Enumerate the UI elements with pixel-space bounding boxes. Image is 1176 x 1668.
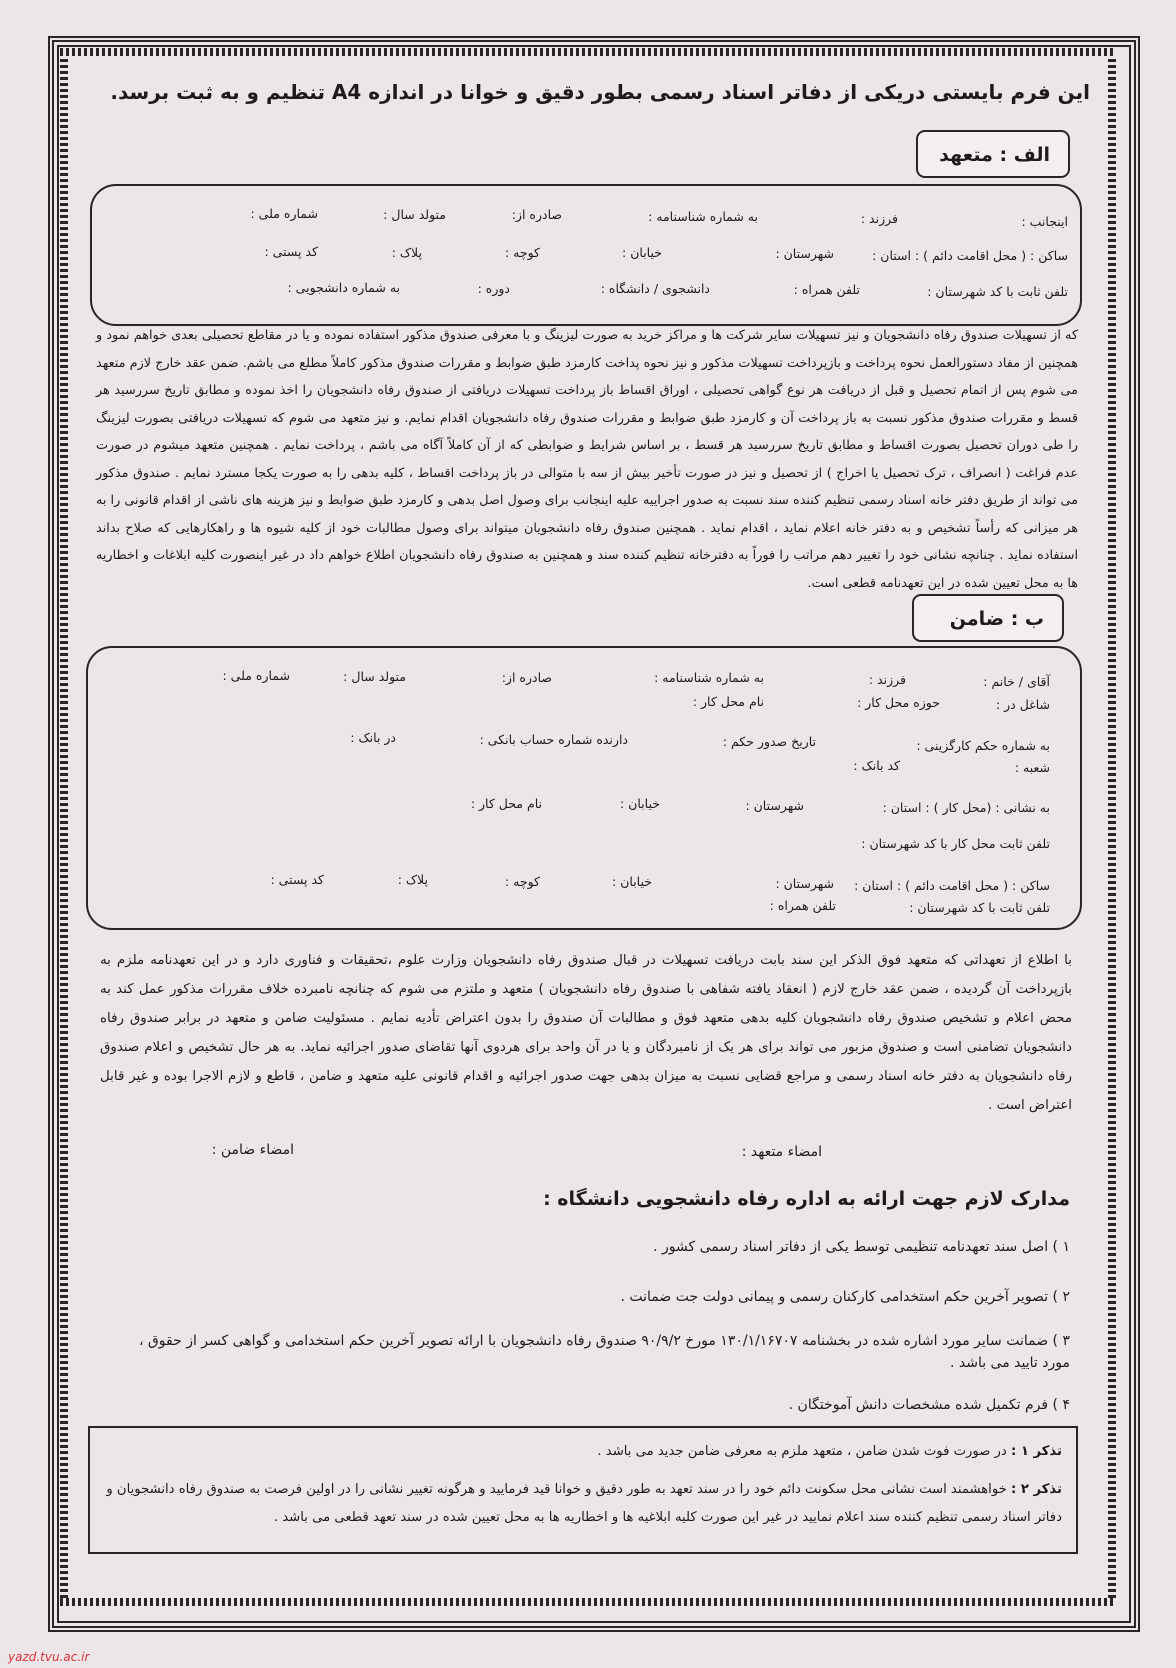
field-label: کد پستی : (270, 872, 324, 887)
field-label: به شماره دانشجویی : (287, 280, 400, 295)
field-label: تلفن همراه : (793, 282, 860, 297)
field-label: پلاک : (391, 245, 422, 260)
field-label: خیابان : (612, 874, 652, 889)
field-label: کد بانک : (853, 758, 900, 773)
section-b-title: ب : ضامن (912, 594, 1064, 642)
note-2-text: خواهشمند است نشانی محل سکونت دائم خود را در سند تعهد به طور دقیق و خوانا قید فرمایید و هرگونه تغییر نشانی را در اولین فرصت به صندوق رفاه دانشجویان و دفاتر اسناد رسمی تنظیم کننده سند اعلام نمایید در غیر این صورت کلیه ابلاغیه ها و اخطاریه ها به محل تعیین شده در سند تعهد قطعی می باشد . (106, 1482, 1062, 1525)
field-label: کوچه : (504, 245, 540, 260)
note-1-label: تذکر ۱ : (1011, 1444, 1062, 1459)
field-label: تلفن ثابت با کد شهرستان : (927, 284, 1068, 299)
field-label: ساکن : ( محل اقامت دائم ) : استان : (854, 878, 1050, 893)
guarantor-commitment-text: با اطلاع از تعهداتی که متعهد فوق الذکر این سند بابت دریافت تسهیلات در قبال صندوق رفاه دانشجویان وزارت علوم ،تحقیقات و فناوری دارد و در این تعهدنامه ملزم به بازپرداخت آن گردیده ، ضمن عقد خارج لازم ( انعقاد یافته شفاهی با صندوق رفاه دانشجویان ) متعهد و ملتزم می شوم که چنانچه نامبرده خلاف مقررات مذکور عمل کند به محض اعلام و تشخیص صندوق رفاه دانشجویان کلیه بدهی متعهد فوق و مطالبات آن صندوق را بدون اعتراض تأدیه نمایم . مسئولیت ضامن و متعهد در برابر صندوق رفاه دانشجویان تضامنی است و صندوق مزبور می تواند برای هر یک از نامبردگان و یا در آن واحد برای هردوی آنها تقاضای صدور اجرائیه نماید. به هر حال تشخیص و اعلام صندوق رفاه دانشجویان به دفتر خانه اسناد رسمی و مراجع قضایی نسبت به میزان بدهی جهت صدور اجرائیه و اقدام قانونی علیه متعهد و ضامن ، قاطع و لازم الاجرا بوده و غیر قابل اعتراض است . (100, 953, 1072, 1113)
field-label: تلفن ثابت با کد شهرستان : (909, 900, 1050, 915)
field-label: دانشجوی / دانشگاه : (600, 281, 710, 296)
field-label: به شماره شناسنامه : (648, 209, 758, 224)
field-label: متولد سال : (343, 669, 406, 684)
field-label: کد پستی : (264, 244, 318, 259)
field-label: آقای / خانم : (983, 674, 1050, 689)
field-label: شاغل در : (995, 697, 1050, 712)
guarantor-signature-label: امضاء ضامن : (211, 1142, 294, 1158)
field-label: تلفن همراه : (769, 898, 836, 913)
document-item: ۴ ) فرم تکمیل شده مشخصات دانش آموختگان . (788, 1397, 1070, 1413)
required-documents-heading: مدارک لازم جهت ارائه به اداره رفاه دانشجویی دانشگاه : (543, 1188, 1070, 1210)
field-label: شماره ملی : (222, 668, 290, 683)
note-2 (102, 1476, 1062, 1532)
field-label: نام محل کار : (692, 694, 764, 709)
border-ornament-right (1108, 56, 1116, 1598)
field-label: تاریخ صدور حکم : (722, 734, 816, 749)
field-label: دوره : (477, 281, 510, 296)
obligor-info-box (90, 184, 1082, 326)
field-label: شهرستان : (775, 246, 834, 261)
field-label: پلاک : (397, 872, 428, 887)
section-a-title: الف : متعهد (916, 130, 1070, 178)
note-1 (102, 1438, 1062, 1466)
field-label: خیابان : (620, 796, 660, 811)
field-label: نام محل کار : (470, 796, 542, 811)
field-label: فرزند : (868, 672, 906, 687)
obligor-commitment-text: که از تسهیلات صندوق رفاه دانشجویان و نیز تسهیلات سایر شرکت ها و مراکز خرید به صورت لیزینگ و با معرفی صندوق مذکور استفاده نموده و یا در مقاطع تحصیلی بعدی خواهم نمود و همچنین از مفاد دستورالعمل نحوه پرداخت و بازپرداخت تسهیلات مذکور و نیز نحوه پداخت کارمزد طبق ضوابط و مقررات صندوق مذکور کاملاً مطلع می باشم. ضمن عقد خارج لازم متعهد می شوم پس از اتمام تحصیل و قبل از دریافت هر نوع گواهی تحصیلی ، اوراق اقساط باز پرداخت تسهیلات دریافتی از صندوق رفاه دانشجویان را اخذ نموده و مطابق تاریخ سررسید هر قسط و مقررات صندوق مذکور نسبت به باز پرداخت آن و کارمزد طبق ضوابط و مقررات صندوق رفاه دانشجویان اقدام نمایم. و نیز متعهد می شوم که تسهیلات دریافتی بصورت لیزینگ را طی دوران تحصیل بصورت اقساط و مطابق تاریخ سررسید هر قسط ، بر اساس شرایط و ضوابطی که از آن کاملاً آگاه می باشم ، پرداخت نمایم . همچنین متعهد میشوم در صورت عدم فراغت ( انصراف ، ترک تحصیل یا اخراج ) از تحصیل و نیز در صورت تأخیر بیش از سه با متوالی در باز پرداخت اقساط ، کلیه بدهی را به صورت یکجا مسترد نمایم . صندوق مذکور می تواند از طریق دفتر خانه اسناد رسمی تنظیم کننده سند نسبت به صدور اجراییه علیه اینجانب برای وصول اصل بدهی و کارمزد طبق ضوابط و نیز هزینه های ناشی از اقدام قانونی را به هر میزانی که رأساً تشخیص و به دفتر خانه اعلام نماید ، اقدام نماید . همچنین صندوق رفاه دانشجویان میتواند برای وصول مطالبات خود از کلیه شیوه ها و راهکارهایی که صلاح بداند استفاده نماید . چنانچه نشانی خود را تغییر دهم مراتب را فوراً به دفترخانه تنظیم کننده سند و همچنین به صندوق رفاه دانشجویان اطلاع خواهم داد در غیر اینصورت کلیه ابلاغات و اخطاریه ها به محل تعیین شده در این تعهدنامه قطعی است. (96, 328, 1078, 591)
field-label: فرزند : (860, 211, 898, 226)
note-1-text: در صورت فوت شدن ضامن ، متعهد ملزم به معرفی ضامن جدید می باشد . (597, 1444, 1007, 1459)
border-ornament-top (60, 48, 1116, 56)
document-item: ۲ ) تصویر آخرین حکم استخدامی کارکنان رسمی و پیمانی دولت جت ضمانت . (620, 1289, 1070, 1305)
field-label: متولد سال : (383, 207, 446, 222)
field-label: به نشانی : (محل کار ) : استان : (882, 800, 1050, 815)
field-label: کوچه : (504, 874, 540, 889)
field-label: تلفن ثابت محل کار با کد شهرستان : (861, 836, 1050, 851)
field-label: به شماره شناسنامه : (654, 670, 764, 685)
obligor-signature-label: امضاء متعهد : (741, 1144, 822, 1160)
field-label: حوزه محل کار : (857, 695, 940, 710)
guarantor-info-box (86, 646, 1082, 930)
note-2-label: تذکر ۲ : (1011, 1482, 1062, 1497)
field-label: به شماره حکم کارگزینی : (916, 738, 1050, 753)
document-item: ۱ ) اصل سند تعهدنامه تنظیمی توسط یکی از دفاتر اسناد رسمی کشور . (653, 1239, 1070, 1255)
field-label: صادره از: (501, 670, 552, 685)
field-label: شعبه : (1014, 760, 1050, 775)
field-label: خیابان : (622, 245, 662, 260)
field-label: شهرستان : (775, 876, 834, 891)
field-label: صادره از: (511, 207, 562, 222)
site-watermark: yazd.tvu.ac.ir (8, 1650, 90, 1664)
field-label: در بانک : (350, 730, 396, 745)
field-label: اینجانب : (1021, 214, 1068, 229)
field-label: شماره ملی : (250, 206, 318, 221)
document-item: ۳ ) ضمانت سایر مورد اشاره شده در بخشنامه ۱۳۰/۱/۱۶۷۰۷ مورخ ۹۰/۹/۲ صندوق رفاه دانشجویان با ارائه تصویر آخرین حکم استخدامی و گواهی کسر از حقوق ، مورد تایید می باشد . (138, 1333, 1070, 1371)
border-ornament-bottom (60, 1598, 1116, 1606)
border-ornament-left (60, 56, 68, 1598)
field-label: شهرستان : (745, 798, 804, 813)
field-label: دارنده شماره حساب بانکی : (479, 732, 628, 747)
form-instruction: این فرم بایستی دریکی از دفاتر اسناد رسمی بطور دقیق و خوانا در اندازه A4 تنظیم و به ثبت برسد. (110, 80, 1090, 104)
field-label: ساکن : ( محل اقامت دائم ) : استان : (872, 248, 1068, 263)
notes-box (88, 1426, 1078, 1554)
